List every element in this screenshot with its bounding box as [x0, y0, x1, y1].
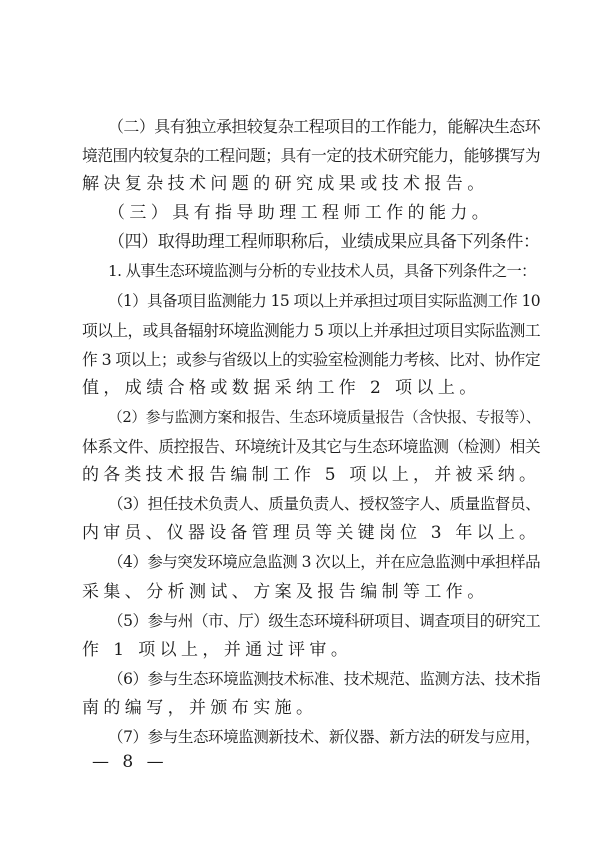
- text-line: （四）取得助理工程师职称后，业绩成果应具备下列条件：: [108, 232, 540, 253]
- paragraph: [82, 112, 540, 199]
- text-line: （5）参与州（市、厅）级生态环境科研项目、调查项目的研究工: [108, 611, 540, 630]
- text-line: （1）具备项目监测能力 15 项以上并承担过项目实际监测工作 10: [108, 291, 540, 310]
- paragraph: [82, 607, 540, 665]
- text-line: 内审员、仪器设备管理员等关键岗位 3 年以上。: [82, 523, 541, 544]
- text-line: （2）参与监测方案和报告、生态环境质量报告（含快报、专报等）、: [108, 408, 540, 426]
- text-line: 项以上，或具备辐射环境监测能力 5 项以上并承担过项目实际监测工: [82, 320, 540, 340]
- text-line: 值，成绩合格或数据采纳工作 2 项以上。: [82, 377, 481, 398]
- document-body: [82, 112, 540, 752]
- text-line: （二）具有独立承担较复杂工程项目的工作能力，能解决生态环: [108, 117, 540, 136]
- paragraph: [82, 490, 540, 548]
- text-line: 体系文件、质控报告、环境统计及其它与生态环境监测（检测）相关: [82, 437, 540, 457]
- text-line: （6）参与生态环境监测技术标准、技术规范、监测方法、技术指: [108, 669, 540, 688]
- text-line: 作 3 项以上；或参与省级以上的实验室检测能力考核、比对、协作定: [82, 349, 540, 369]
- text-line: （3）担任技术负责人、质量负责人、授权签字人、质量监督员、: [108, 495, 540, 514]
- paragraph: [82, 548, 540, 606]
- paragraph: [82, 257, 540, 286]
- paragraph: [82, 665, 540, 723]
- text-line: 解决复杂技术问题的研究成果或技术报告。: [82, 174, 489, 195]
- text-line: （7）参与生态环境监测新技术、新仪器、新方法的研发与应用，: [108, 727, 540, 746]
- page-number: — 8 —: [92, 752, 168, 772]
- text-line: 采集、分析测试、方案及报告编制等工作。: [82, 581, 489, 602]
- paragraph: [82, 228, 540, 257]
- paragraph: [82, 723, 540, 752]
- text-line: 1. 从事生态环境监测与分析的专业技术人员，具备下列条件之一：: [108, 262, 536, 281]
- text-line: （三）具有指导助理工程师工作的能力。: [108, 203, 494, 224]
- text-line: 南的编写，并颁布实施。: [82, 697, 318, 718]
- paragraph: [82, 403, 540, 490]
- paragraph: [82, 287, 540, 403]
- text-line: （4）参与突发环境应急监测 3 次以上，并在应急监测中承担样品: [108, 553, 540, 572]
- text-line: 的各类技术报告编制工作 5 项以上，并被采纳。: [82, 465, 541, 486]
- text-line: 境范围内较复杂的工程问题；具有一定的技术研究能力，能够撰写为: [82, 146, 540, 166]
- paragraph: [82, 199, 540, 228]
- text-line: 作 1 项以上，并通过评审。: [82, 639, 353, 660]
